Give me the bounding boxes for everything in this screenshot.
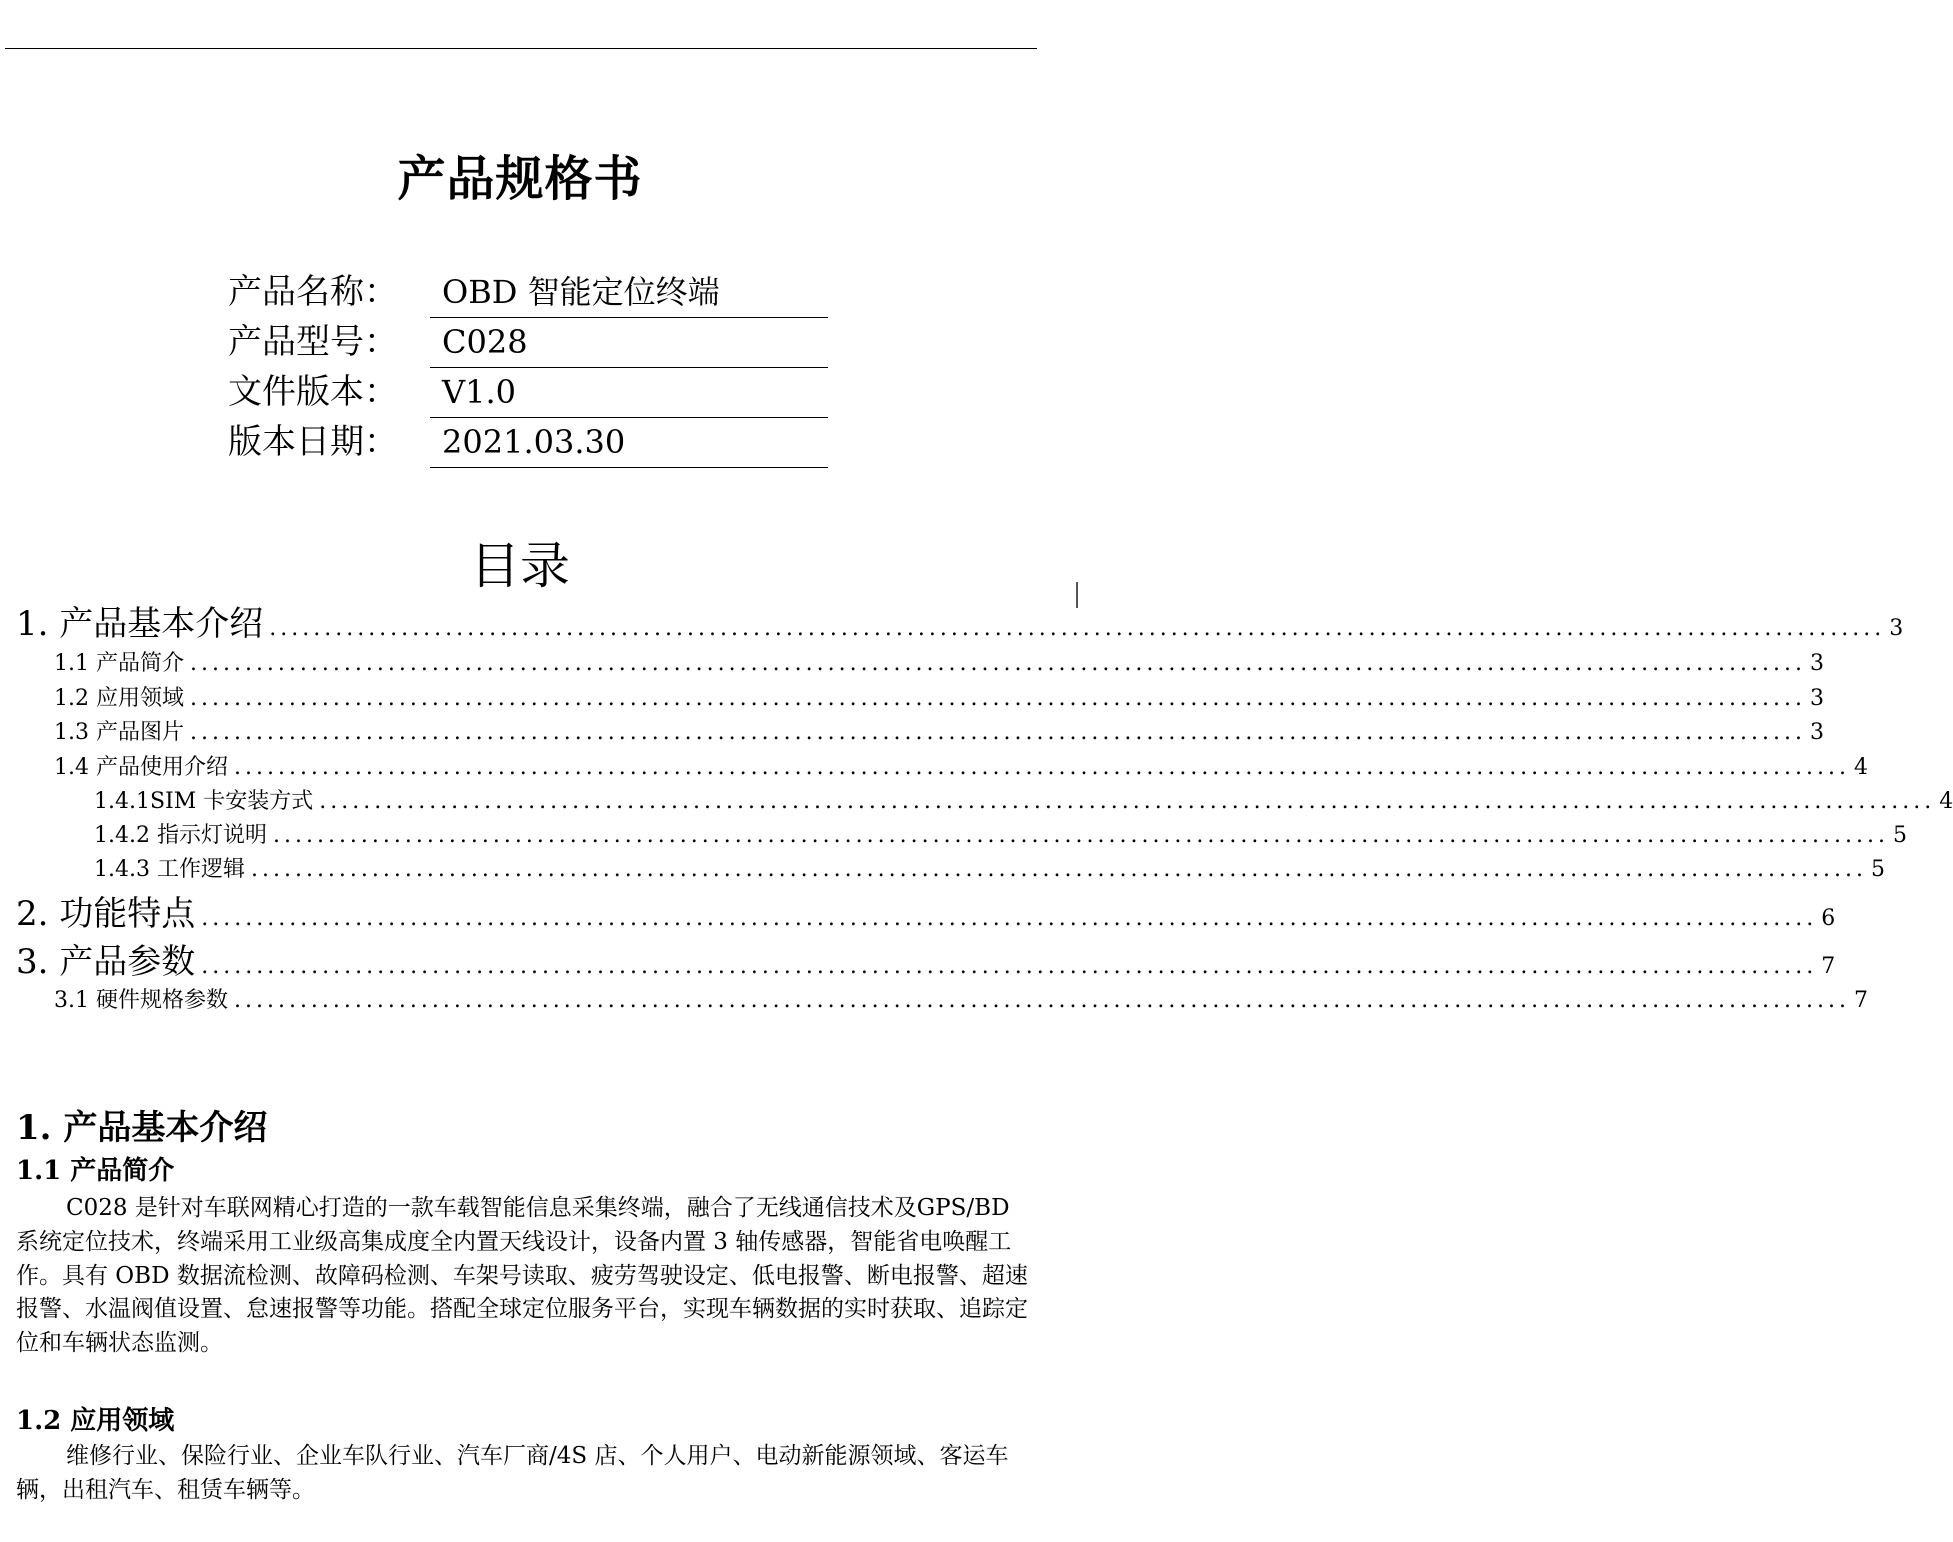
info-value-field bbox=[430, 420, 828, 468]
toc-heading: 目录 bbox=[470, 537, 570, 595]
toc-leader: ................................................................................................................................................... bbox=[250, 857, 1867, 882]
info-value: OBD 智能定位终端 bbox=[442, 273, 720, 311]
info-value: C028 bbox=[442, 323, 528, 361]
toc-page-number: 3 bbox=[1809, 651, 1824, 676]
toc-entry-2[interactable] bbox=[16, 894, 1836, 934]
toc-entry-label: 1.4.2 指示灯说明 bbox=[94, 823, 267, 848]
toc-entry-label: 1.1 产品简介 bbox=[54, 651, 184, 676]
section-1-1-heading: 1.1 产品简介 bbox=[16, 1156, 175, 1186]
toc-entry-3[interactable] bbox=[16, 942, 1836, 982]
document-title: 产品规格书 bbox=[397, 151, 643, 207]
toc-entry-label: 3.1 硬件规格参数 bbox=[54, 988, 228, 1013]
toc-leader: ................................................................................................................................................... bbox=[269, 616, 1886, 641]
scrollbar-marker bbox=[1076, 582, 1078, 608]
toc-leader: ................................................................................................................................................... bbox=[201, 906, 1818, 931]
toc-leader: ................................................................................................................................................... bbox=[201, 954, 1818, 979]
info-label: 产品名称： bbox=[228, 272, 398, 312]
toc-page-number: 4 bbox=[1939, 789, 1953, 814]
toc-entry-label: 2. 功能特点 bbox=[16, 894, 196, 934]
toc-page-number: 5 bbox=[1870, 857, 1885, 882]
toc-page-number: 4 bbox=[1853, 755, 1868, 780]
toc-leader: ................................................................................................................................................... bbox=[319, 789, 1936, 814]
toc-page-number: 3 bbox=[1809, 686, 1824, 711]
toc-leader: ................................................................................................................................................... bbox=[189, 651, 1806, 676]
info-value: 2021.03.30 bbox=[442, 423, 626, 461]
info-label: 文件版本： bbox=[228, 372, 398, 412]
section-1-2-heading: 1.2 应用领域 bbox=[16, 1406, 175, 1436]
info-label: 版本日期： bbox=[228, 422, 398, 462]
toc-leader: ................................................................................................................................................... bbox=[233, 988, 1850, 1013]
header-rule bbox=[5, 48, 1037, 49]
toc-entry-1-2[interactable] bbox=[54, 685, 1824, 713]
info-value-field bbox=[430, 370, 828, 418]
toc-leader: ................................................................................................................................................... bbox=[233, 755, 1850, 780]
toc-entry-label: 1.4.3 工作逻辑 bbox=[94, 857, 245, 882]
toc-page-number: 7 bbox=[1821, 954, 1836, 979]
toc-entry-label: 1. 产品基本介绍 bbox=[16, 604, 264, 644]
toc-entry-label: 1.3 产品图片 bbox=[54, 720, 184, 745]
toc-entry-1-4[interactable] bbox=[54, 754, 1868, 782]
toc-entry-1-4-3[interactable] bbox=[94, 856, 1885, 884]
info-value-field bbox=[430, 270, 828, 318]
toc-leader: ................................................................................................................................................... bbox=[189, 720, 1806, 745]
info-value-field bbox=[430, 320, 828, 368]
toc-entry-1-3[interactable] bbox=[54, 719, 1824, 747]
toc-page-number: 3 bbox=[1809, 720, 1824, 745]
toc-entry-1-4-2[interactable] bbox=[94, 822, 1907, 850]
section-1-2-paragraph: 维修行业、保险行业、企业车队行业、汽车厂商/4S 店、个人用户、电动新能源领域、客运车辆，出租汽车、租赁车辆等。 bbox=[16, 1443, 1009, 1503]
section-1-heading: 1. 产品基本介绍 bbox=[16, 1108, 268, 1148]
toc-entry-label: 3. 产品参数 bbox=[16, 942, 196, 982]
toc-entry-label: 1.4.1SIM 卡安装方式 bbox=[94, 789, 314, 814]
toc-entry-label: 1.2 应用领域 bbox=[54, 686, 184, 711]
toc-entry-1-4-1[interactable] bbox=[94, 788, 1953, 816]
info-label: 产品型号： bbox=[228, 322, 398, 362]
info-value: V1.0 bbox=[442, 373, 516, 411]
toc-entry-1-1[interactable] bbox=[54, 650, 1824, 678]
toc-leader: ................................................................................................................................................... bbox=[272, 823, 1889, 848]
toc-page-number: 5 bbox=[1892, 823, 1907, 848]
toc-entry-1[interactable] bbox=[16, 604, 1904, 644]
toc-entry-label: 1.4 产品使用介绍 bbox=[54, 755, 228, 780]
section-1-1-paragraph: C028 是针对车联网精心打造的一款车载智能信息采集终端，融合了无线通信技术及GPS/BD 系统定位技术，终端采用工业级高集成度全内置天线设计，设备内置 3 轴传感器，智能省电唤醒工作。具有 OBD 数据流检测、故障码检测、车架号读取、疲劳驾驶设定、低电报警、断电报警、超速报警、水温阀值设置、怠速报警等功能。搭配全球定位服务平台，实现车辆数据的实时获取、追踪定位和车辆状态监测。 bbox=[16, 1195, 1028, 1357]
toc-leader: ................................................................................................................................................... bbox=[189, 686, 1806, 711]
toc-page-number: 3 bbox=[1889, 616, 1904, 641]
toc-page-number: 6 bbox=[1821, 906, 1836, 931]
toc-entry-3-1[interactable] bbox=[54, 987, 1868, 1015]
toc-page-number: 7 bbox=[1853, 988, 1868, 1013]
